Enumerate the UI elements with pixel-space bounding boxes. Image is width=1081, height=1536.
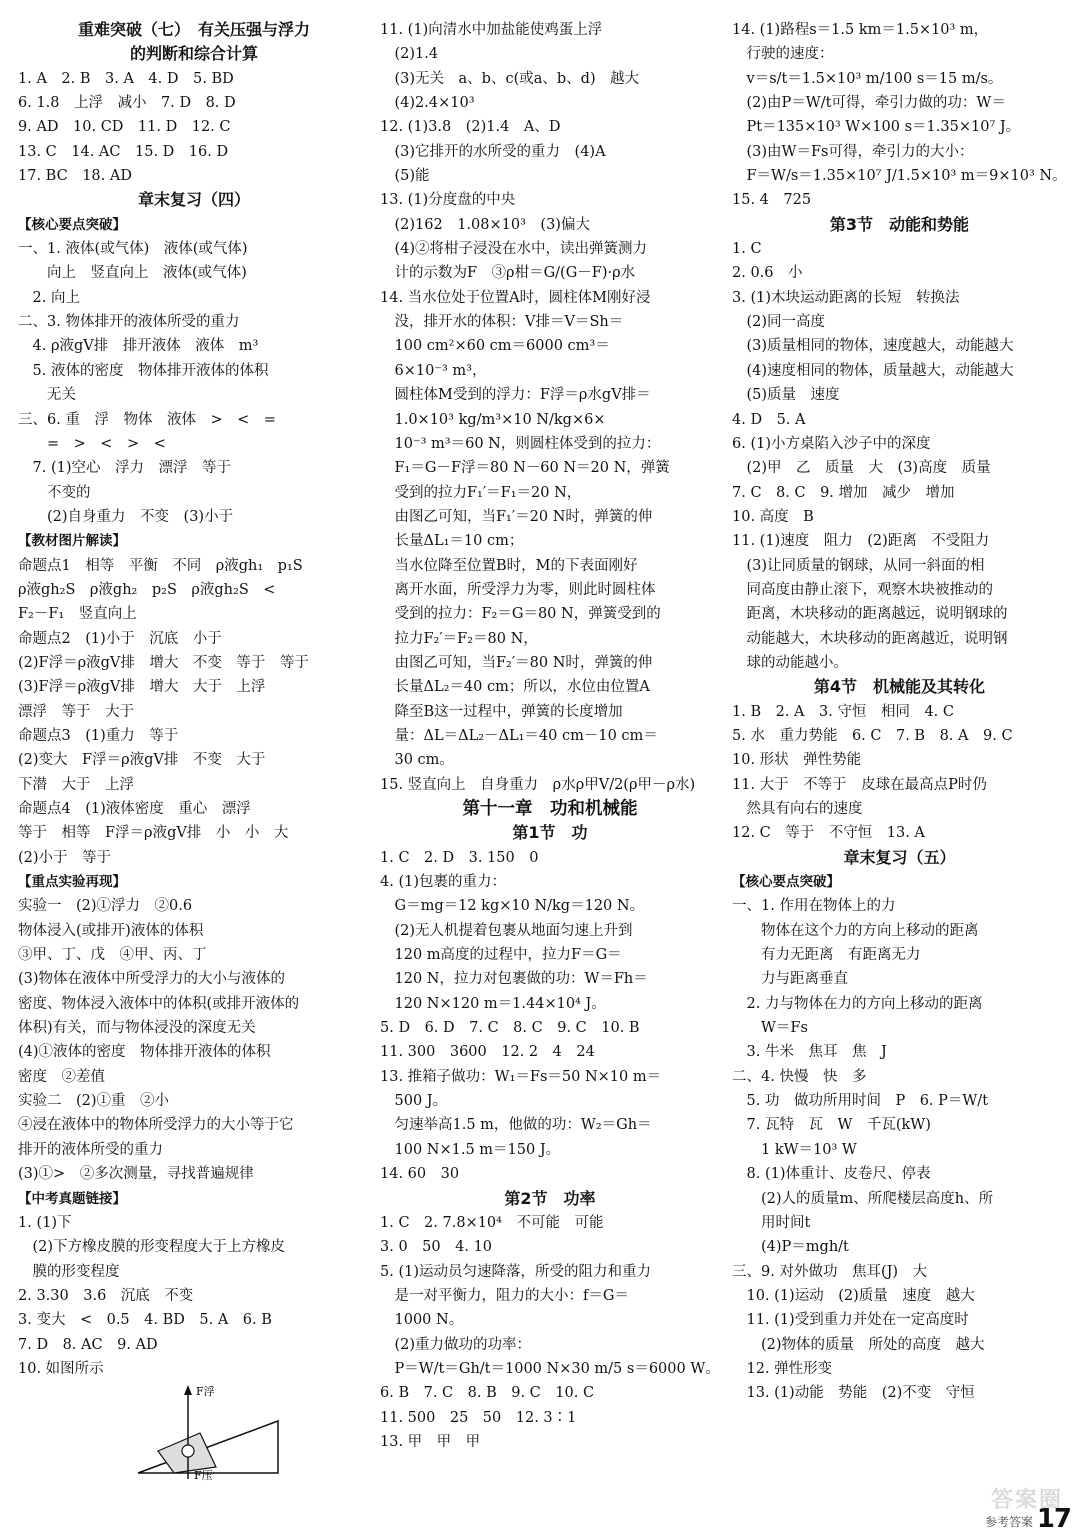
answer-line: 力与距离垂直 (732, 971, 848, 988)
answer-line: (3)无关 a、b、c(或a、b、d) 越大 (380, 70, 640, 87)
answer-line: 12. C 等于 不守恒 13. A (732, 825, 925, 842)
answer-line: 有力无距离 有距离无力 (732, 947, 921, 964)
answer-line: 5. D 6. D 7. C 8. C 9. C 10. B (380, 1020, 640, 1037)
answer-line: 13. C 14. AC 15. D 16. D (18, 143, 229, 160)
column-2 (380, 18, 720, 1454)
label-top: F浮 (196, 1385, 215, 1399)
answer-line: (4)②将柑子浸没在水中，读出弹簧测力 (380, 241, 648, 258)
answer-line: 13. 甲 甲 甲 (380, 1433, 481, 1450)
answer-line: 圆柱体M受到的浮力：F浮＝ρ水gV排＝ (380, 387, 651, 404)
answer-line: 距离，木块移动的距离越远，说明钢球的 (732, 606, 1008, 623)
answer-line: ρ液gh₂S ρ液gh₂ p₂S ρ液gh₂S < (18, 581, 276, 598)
answer-line: 10. 如图所示 (18, 1360, 104, 1377)
answer-line: 6. 1.8 上浮 减小 7. D 8. D (18, 95, 236, 112)
answer-line: 11. 大于 不等于 皮球在最高点P时仍 (732, 776, 987, 793)
answer-line: 1000 N。 (380, 1312, 464, 1329)
answer-line: 100 N×1.5 m＝150 J。 (380, 1141, 561, 1158)
answer-line: 体积)有关，而与物体浸没的深度无关 (18, 1020, 256, 1037)
answer-line: 3. 牛米 焦耳 焦 J (732, 1044, 887, 1061)
answer-line: (2)同一高度 (732, 314, 826, 331)
answer-line: 密度 ②差值 (18, 1068, 105, 1085)
answer-line: 向上 竖直向上 液体(或气体) (18, 265, 247, 282)
answer-line: 计的示数为F ③ρ柑＝G/(G－F)·ρ水 (380, 265, 636, 282)
answer-line: (2)由P＝W/t可得，牵引力做的功：W＝ (732, 95, 1006, 112)
answer-line: 用时间t (732, 1214, 811, 1231)
column-1 (18, 18, 370, 1481)
answer-line: 一、1. 作用在物体上的力 (732, 898, 896, 915)
answer-line: 1. B 2. A 3. 守恒 相同 4. C (732, 703, 954, 720)
answer-line: 一、1. 液体(或气体) 液体(或气体) (18, 241, 248, 258)
answer-line: (4)P＝mgh/t (732, 1239, 849, 1256)
answer-line: 120 N，拉力对包裹做的功：W＝Fh＝ (380, 971, 648, 988)
answer-line: 2. 向上 (18, 289, 80, 306)
answer-line: 15. 4 725 (732, 192, 812, 209)
answer-line: (2)自身重力 不变 (3)小于 (18, 508, 234, 525)
answer-line: (2)1.4 (380, 46, 439, 63)
answer-line: 受到的拉力：F₂＝G＝80 N，弹簧受到的 (380, 606, 661, 623)
answer-line: 命题点3 (1)重力 等于 (18, 727, 179, 744)
answer-line: 30 cm。 (380, 752, 454, 769)
answer-line: 13. 推箱子做功：W₁＝Fs＝50 N×10 m＝ (380, 1068, 662, 1085)
section-heading: 章末复习（五） (843, 847, 956, 867)
answer-line: 受到的拉力F₁′＝F₁＝20 N， (380, 484, 582, 501)
answer-line: 11. (1)受到重力并处在一定高度时 (732, 1312, 969, 1329)
answer-line: 11. (1)向清水中加盐能使鸡蛋上浮 (380, 22, 603, 38)
answer-line: 无关 (18, 387, 76, 404)
subsection-label: 【重点实验再现】 (18, 874, 126, 891)
subsection-label: 【教材图片解读】 (18, 533, 126, 550)
answer-line: 3. 0 50 4. 10 (380, 1239, 493, 1256)
force-diagram-figure (18, 1381, 370, 1481)
answer-line: 4. ρ液gV排 排开液体 液体 m³ (18, 338, 259, 355)
answer-line: 由图乙可知，当F₁′＝20 N时，弹簧的伸 (380, 508, 653, 525)
answer-line: 然具有向右的速度 (732, 801, 863, 817)
answer-line: (3)F浮＝ρ液gV排 增大 大于 上浮 (18, 679, 266, 696)
answer-line: 8. (1)体重计、皮卷尺、停表 (732, 1166, 931, 1183)
subsection-label: 【中考真题链接】 (18, 1190, 126, 1207)
answer-line: 12. 弹性形变 (732, 1360, 833, 1377)
answer-line: (4)2.4×10³ (380, 95, 475, 112)
answer-line: ④浸在液体中的物体所受浮力的大小等于它 (18, 1117, 294, 1134)
subsection-label: 【核心要点突破】 (732, 874, 840, 891)
answer-line: 三、9. 对外做功 焦耳(J) 大 (732, 1263, 928, 1280)
answer-line: (3)物体在液体中所受浮力的大小与液体的 (18, 971, 286, 988)
answer-line: 1. C 2. D 3. 150 0 (380, 849, 539, 866)
answer-line: 物体浸入(或排开)液体的体积 (18, 922, 204, 939)
answer-line: 100 cm²×60 cm＝6000 cm³＝ (380, 338, 610, 355)
answer-line: 匀速举高1.5 m，他做的功：W₂＝Gh＝ (380, 1117, 652, 1134)
section-heading: 第1节 功 (512, 823, 588, 843)
answer-line: (2)下方橡皮膜的形变程度大于上方橡皮 (18, 1239, 286, 1256)
answer-line: 11. 500 25 50 12. 3∶1 (380, 1409, 577, 1426)
section-heading: 章末复习（四） (137, 190, 250, 210)
answer-line: 11. 300 3600 12. 2 4 24 (380, 1044, 595, 1061)
answer-line: 10⁻³ m³＝60 N，则圆柱体受到的拉力： (380, 435, 661, 452)
answer-line: 6×10⁻³ m³， (380, 362, 487, 379)
answer-line: 14. 当水位处于位置A时，圆柱体M刚好浸 (380, 289, 651, 306)
answer-line: 膜的形变程度 (18, 1263, 120, 1280)
answer-line: (3)由W＝Fs可得，牵引力的大小： (732, 143, 974, 160)
answer-line: (2)变大 F浮＝ρ液gV排 不变 大于 (18, 752, 266, 769)
answer-line: Pt＝135×10³ W×100 s＝1.35×10⁷ J。 (732, 119, 1021, 136)
answer-line: 等于 相等 F浮＝ρ液gV排 小 小 大 (18, 825, 289, 842)
answer-line: G＝mg＝12 kg×10 N/kg＝120 N。 (380, 898, 645, 915)
answer-line: 10. 形状 弹性势能 (732, 752, 862, 769)
answer-line: 2. 0.6 小 (732, 265, 803, 282)
answer-line: (2)162 1.08×10³ (3)偏大 (380, 216, 590, 233)
answer-line: 10. (1)运动 (2)质量 速度 越大 (732, 1287, 975, 1304)
answer-line: 3. 变大 < 0.5 4. BD 5. A 6. B (18, 1312, 272, 1329)
answer-line: (5)能 (380, 168, 430, 185)
answer-line: 1.0×10³ kg/m³×10 N/kg×6× (380, 411, 606, 428)
answer-line: 5. 液体的密度 物体排开液体的体积 (18, 362, 269, 379)
answer-line: 6. (1)小方桌陷入沙子中的深度 (732, 435, 931, 452)
answer-line: 没，排开水的体积：V排＝V＝Sh＝ (380, 314, 624, 331)
answer-line: 1 kW＝10³ W (732, 1141, 857, 1158)
answer-line: 长量ΔL₁＝10 cm； (380, 533, 524, 550)
answer-line: 1. C 2. 7.8×10⁴ 不可能 可能 (380, 1214, 604, 1231)
answer-line: 1. C (732, 241, 762, 258)
answer-line: 4. (1)包裹的重力： (380, 874, 506, 891)
answer-line: ③甲、丁、戊 ④甲、丙、丁 (18, 947, 207, 964)
answer-line: 5. (1)运动员匀速降落，所受的阻力和重力 (380, 1263, 651, 1280)
answer-line: 物体在这个力的方向上移动的距离 (732, 922, 979, 939)
answer-line: F₁＝G－F浮＝80 N－60 N＝20 N，弹簧 (380, 460, 670, 477)
answer-line: 行驶的速度： (732, 46, 834, 63)
answer-line: (3)①> ②多次测量，寻找普遍规律 (18, 1166, 254, 1183)
answer-line: 下潜 大于 上浮 (18, 776, 134, 793)
answer-line: 不变的 (18, 484, 91, 501)
label-bottom: F压 (194, 1469, 213, 1482)
answer-line: 当水位降至位置B时，M的下表面刚好 (380, 557, 638, 574)
answer-line: 二、4. 快慢 快 多 (732, 1068, 867, 1085)
answer-line: 球的动能越小。 (732, 654, 848, 671)
answer-line: 1. (1)下 (18, 1214, 72, 1231)
answer-line: (3)让同质量的钢球，从同一斜面的相 (732, 557, 985, 574)
answer-line: 120 m高度的过程中，拉力F＝G＝ (380, 947, 622, 964)
answer-line: 命题点2 (1)小于 沉底 小于 (18, 630, 222, 647)
answer-line: F₂－F₁ 竖直向上 (18, 606, 137, 623)
answer-line: 二、3. 物体排开的液体所受的重力 (18, 314, 240, 331)
answer-line: 6. B 7. C 8. B 9. C 10. C (380, 1385, 595, 1402)
answer-line: (2)F浮＝ρ液gV排 增大 不变 等于 等于 (18, 654, 309, 671)
answer-line: (4)①液体的密度 物体排开液体的体积 (18, 1044, 271, 1061)
answer-line: 120 N×120 m＝1.44×10⁴ J。 (380, 995, 606, 1012)
answer-line: (2)小于 等于 (18, 849, 112, 866)
answer-line: 密度、物体浸入液体中的体积(或排开液体的 (18, 995, 300, 1012)
answer-line: 同高度由静止滚下，观察木块被推动的 (732, 581, 993, 598)
answer-line: 4. D 5. A (732, 411, 806, 428)
answer-line: 10. 高度 B (732, 508, 814, 525)
answer-line: 14. 60 30 (380, 1166, 460, 1183)
answer-line: 2. 3.30 3.6 沉底 不变 (18, 1287, 194, 1304)
answer-line: 500 J。 (380, 1093, 448, 1110)
answer-line: 13. (1)动能 势能 (2)不变 守恒 (732, 1385, 975, 1402)
answer-line: 量：ΔL＝ΔL₂－ΔL₁＝40 cm－10 cm＝ (380, 727, 658, 744)
answer-line: (2)甲 乙 质量 大 (3)高度 质量 (732, 460, 991, 477)
answer-line: F＝W/s＝1.35×10⁷ J/1.5×10³ m＝9×10³ N。 (732, 168, 1067, 185)
page-number: 17 (1036, 1504, 1071, 1534)
answer-line: (2)无人机提着包裹从地面匀速上升到 (380, 922, 633, 939)
section-heading: 的判断和综合计算 (129, 44, 258, 64)
answer-line: 漂浮 等于 大于 (18, 703, 134, 720)
answer-line: 11. (1)速度 阻力 (2)距离 不受阻力 (732, 533, 990, 550)
answer-line: 拉力F₂′＝F₂＝80 N， (380, 630, 538, 647)
answer-line: 是一对平衡力，阻力的大小：f＝G＝ (380, 1287, 629, 1304)
answer-line: 命题点1 相等 平衡 不同 ρ液gh₁ p₁S (18, 557, 303, 574)
answer-line: 5. 功 做功所用时间 P 6. P＝W/t (732, 1093, 989, 1110)
answer-line: 实验二 (2)①重 ②小 (18, 1093, 170, 1110)
section-heading: 第2节 功率 (504, 1188, 596, 1208)
answer-line: 13. (1)分度盘的中央 (380, 192, 516, 209)
answer-line: (3)质量相同的物体，速度越大，动能越大 (732, 338, 1014, 355)
section-heading: 第3节 动能和势能 (829, 214, 970, 234)
answer-line: (2)重力做功的功率： (380, 1336, 532, 1353)
answer-line: 命题点4 (1)液体密度 重心 漂浮 (18, 801, 251, 817)
watermark: 答案圈 (990, 1488, 1063, 1513)
section-heading: 重难突破（七） 有关压强与浮力 (77, 20, 310, 39)
answer-line: 降至B这一过程中，弹簧的长度增加 (380, 703, 623, 720)
answer-line: 离开水面，所受浮力为零，则此时圆柱体 (380, 581, 656, 598)
answer-line: 7. C 8. C 9. 增加 减少 增加 (732, 484, 955, 501)
answer-line: 5. 水 重力势能 6. C 7. B 8. A 9. C (732, 727, 1013, 744)
answer-line: W＝Fs (732, 1020, 808, 1037)
answer-line: = > < > < (18, 435, 166, 452)
subsection-label: 【核心要点突破】 (18, 216, 126, 233)
answer-line: 12. (1)3.8 (2)1.4 A、D (380, 119, 561, 136)
answer-line: 动能越大，木块移动的距离越近，说明钢 (732, 630, 1008, 647)
answer-line: 15. 竖直向上 自身重力 ρ水ρ甲V/2(ρ甲－ρ水) (380, 776, 696, 793)
answer-line: (5)质量 速度 (732, 387, 840, 404)
answer-line: v＝s/t＝1.5×10³ m/100 s＝15 m/s。 (732, 70, 1003, 87)
section-heading: 第4节 机械能及其转化 (813, 677, 986, 697)
answer-line: 14. (1)路程s＝1.5 km＝1.5×10³ m， (732, 22, 989, 38)
answer-line: (2)人的质量m、所爬楼层高度h、所 (732, 1190, 994, 1207)
answer-line: 3. (1)木块运动距离的长短 转换法 (732, 289, 960, 306)
answer-line: 9. AD 10. CD 11. D 12. C (18, 119, 231, 136)
answer-line: 1. A 2. B 3. A 4. D 5. BD (18, 70, 234, 87)
answer-line: P＝W/t＝Gh/t＝1000 N×30 m/5 s＝6000 W。 (380, 1360, 720, 1377)
answer-line: 2. 力与物体在力的方向上移动的距离 (732, 995, 983, 1012)
answer-line: 7. D 8. AC 9. AD (18, 1336, 158, 1353)
answer-line: 7. (1)空心 浮力 漂浮 等于 (18, 460, 231, 477)
answer-line: 长量ΔL₂＝40 cm；所以，水位由位置A (380, 679, 650, 696)
answer-line: (2)物体的质量 所处的高度 越大 (732, 1336, 985, 1353)
incline-container-diagram (128, 1381, 288, 1481)
answer-line: (3)它排开的水所受的重力 (4)A (380, 143, 606, 160)
answer-line: (4)速度相同的物体，质量越大，动能越大 (732, 362, 1014, 379)
footer-label: 参考答案 (984, 1515, 1033, 1529)
answer-line: 排开的液体所受的重力 (18, 1141, 163, 1158)
answer-line: 实验一 (2)①浮力 ②0.6 (18, 898, 193, 915)
answer-line: 三、6. 重 浮 物体 液体 > < = (18, 411, 276, 428)
column-3 (732, 18, 1067, 1406)
section-heading: 第十一章 功和机械能 (462, 799, 638, 819)
answer-line: 17. BC 18. AD (18, 168, 132, 185)
answer-line: 由图乙可知，当F₂′＝80 N时，弹簧的伸 (380, 654, 653, 671)
answer-line: 7. 瓦特 瓦 W 千瓦(kW) (732, 1117, 931, 1134)
